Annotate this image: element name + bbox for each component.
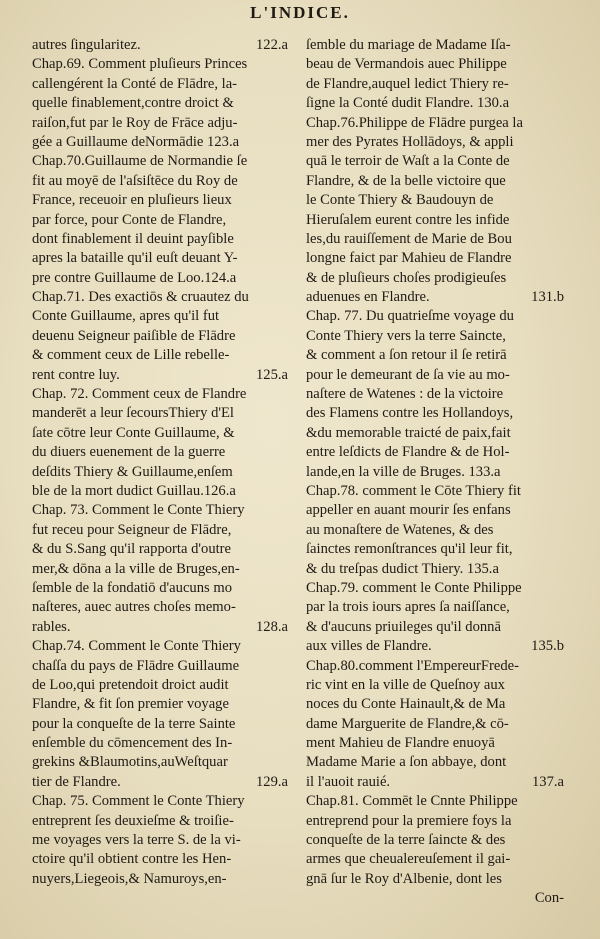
entry-text: le Conte Thiery & Baudouyn de xyxy=(306,192,494,209)
entry-text: ble de la mort dudict Guillau.126.a xyxy=(32,482,236,499)
index-line xyxy=(32,307,288,326)
index-line xyxy=(32,812,288,831)
index-line xyxy=(32,521,288,540)
entry-text: aduenues en Flandre. xyxy=(306,289,430,306)
index-line xyxy=(306,385,564,404)
index-line xyxy=(32,404,288,423)
entry-text: me voyages vers la terre S. de la vi- xyxy=(32,832,241,849)
entry-text: lande,en la ville de Bruges. 133.a xyxy=(306,463,501,480)
index-line xyxy=(32,715,288,734)
index-line xyxy=(306,618,564,637)
index-line xyxy=(306,443,564,462)
entry-text: beau de Vermandois auec Philippe xyxy=(306,56,507,73)
entry-text: pour la conqueſte de la terre Sainte xyxy=(32,715,236,732)
entry-text: Chap. 72. Comment ceux de Flandre xyxy=(32,386,247,403)
entry-text: de Loo,qui pretendoit droict audit xyxy=(32,676,229,693)
index-line xyxy=(32,152,288,171)
entry-text: & d'aucuns priuileges qu'il donnā xyxy=(306,618,501,635)
entry-text: & de pluſieurs choſes prodigieuſes xyxy=(306,269,507,286)
index-line xyxy=(306,521,564,540)
index-line xyxy=(32,443,288,462)
page-reference: 137.a xyxy=(531,773,564,790)
entry-text: fut receu pour Seigneur de Flādre, xyxy=(32,521,232,538)
entry-text: manderēt a leur ſecoursThiery d'El xyxy=(32,405,234,422)
index-line xyxy=(306,657,564,676)
entry-text: aux villes de Flandre. xyxy=(306,638,432,655)
index-line xyxy=(32,598,288,617)
index-line xyxy=(306,560,564,579)
index-line xyxy=(32,230,288,249)
index-line xyxy=(32,385,288,404)
entry-text: entreprend pour la premiere foys la xyxy=(306,812,512,829)
entry-text: Chap. 75. Comment le Conte Thiery xyxy=(32,793,245,810)
index-line xyxy=(306,598,564,617)
index-line xyxy=(306,269,564,288)
entry-text: ſemble du mariage de Madame Iſa- xyxy=(306,37,511,53)
index-line xyxy=(32,792,288,811)
entry-text: dont finablement il deuint payſible xyxy=(32,230,234,247)
index-line xyxy=(32,75,288,94)
index-line xyxy=(306,463,564,482)
entry-text: & comment ceux de Lille rebelle- xyxy=(32,347,230,364)
index-line xyxy=(306,75,564,94)
entry-text: entreprent ſes deuxieſme & troiſie- xyxy=(32,812,234,829)
index-line xyxy=(32,637,288,656)
entry-text: quelle finablement,contre droict & xyxy=(32,95,234,112)
page-reference: 125.a xyxy=(255,366,288,383)
index-line xyxy=(32,463,288,482)
entry-text: rent contre luy. xyxy=(32,366,120,383)
index-line xyxy=(32,734,288,753)
catchword: Con- xyxy=(534,890,564,906)
entry-text: pre contre Guillaume de Loo.124.a xyxy=(32,269,237,286)
index-line xyxy=(306,191,564,210)
entry-text: Chap. 73. Comment le Conte Thiery xyxy=(32,502,245,519)
right-column xyxy=(306,36,564,889)
page-reference: 129.a xyxy=(255,773,288,790)
entry-text: quā le terroir de Waſt a la Conte de xyxy=(306,153,510,170)
entry-text: gnā ſur le Roy d'Albenie, dont les xyxy=(306,870,502,887)
index-line xyxy=(32,753,288,772)
index-line xyxy=(32,676,288,695)
entry-text: naſtere de Watenes : de la victoire xyxy=(306,386,504,403)
index-line xyxy=(306,133,564,152)
entry-text: & comment a ſon retour il ſe retirā xyxy=(306,347,507,364)
entry-text: nuyers,Liegeois,& Namuroys,en- xyxy=(32,870,227,887)
index-line xyxy=(306,55,564,74)
index-line xyxy=(306,307,564,326)
index-line xyxy=(306,327,564,346)
index-line xyxy=(32,501,288,520)
entry-text: mer,& dōna a la ville de Bruges,en- xyxy=(32,560,240,577)
index-line xyxy=(32,327,288,346)
entry-text: par force, pour Conte de Flandre, xyxy=(32,211,227,228)
entry-text: Chap.80.comment l'EmpereurFrede- xyxy=(306,657,519,674)
index-line xyxy=(306,540,564,559)
index-line xyxy=(306,753,564,772)
entry-text: Madame Marie a ſon abbaye, dont xyxy=(306,754,507,771)
entry-text: armes que cheualereuſement il gai- xyxy=(306,851,511,868)
running-header: L'INDICE. xyxy=(250,3,350,22)
page-reference: 128.a xyxy=(255,618,288,635)
index-line xyxy=(306,676,564,695)
index-line xyxy=(306,211,564,230)
index-line xyxy=(306,792,564,811)
entry-text: tier de Flandre. xyxy=(32,773,121,790)
entry-text: dame Marguerite de Flandre,& cō- xyxy=(306,715,509,732)
index-line xyxy=(32,579,288,598)
index-line xyxy=(306,695,564,714)
index-line xyxy=(32,850,288,869)
index-line xyxy=(306,366,564,385)
entry-text: des Flamens contre les Hollandoys, xyxy=(306,405,514,422)
entry-text: Conte Thiery vers la terre Saincte, xyxy=(306,327,506,344)
entry-text: ctoire qu'il obtient contre les Hen- xyxy=(32,851,232,868)
index-line xyxy=(32,249,288,268)
entry-text: Chap.70.Guillaume de Normandie ſe xyxy=(32,153,248,170)
entry-text: ſemble de la fondatiō d'aucuns mo xyxy=(32,579,232,596)
entry-text: grekins &Blaumotins,auWeſtquar xyxy=(32,754,228,771)
index-line xyxy=(32,870,288,889)
entry-text: deſdits Thiery & Guillaume,enſem xyxy=(32,463,233,480)
index-line xyxy=(32,269,288,288)
entry-text: de Flandre,auquel ledict Thiery re- xyxy=(306,75,509,92)
entry-text: Flandre, & fit ſon premier voyage xyxy=(32,696,229,713)
index-line xyxy=(306,637,564,656)
index-line xyxy=(306,850,564,869)
entry-text: au monaſtere de Watenes, & des xyxy=(306,521,494,538)
index-line xyxy=(306,152,564,171)
entry-text: callengérent la Conté de Flādre, la- xyxy=(32,75,238,92)
entry-text: naſteres, auec autres choſes memo- xyxy=(32,599,236,616)
index-line xyxy=(32,831,288,850)
index-line xyxy=(306,715,564,734)
index-line xyxy=(306,579,564,598)
left-column xyxy=(32,36,288,889)
entry-text: &du memorable traicté de paix,fait xyxy=(306,424,511,441)
entry-text: Chap.78. comment le Cōte Thiery fit xyxy=(306,482,521,499)
entry-text: mer des Pyrates Hollādoys, & appli xyxy=(306,133,514,150)
index-line xyxy=(32,55,288,74)
index-line xyxy=(32,191,288,210)
entry-text: ment Mahieu de Flandre enuoyā xyxy=(306,735,495,752)
entry-text: entre leſdicts de Flandre & de Hol- xyxy=(306,444,510,461)
index-line xyxy=(32,773,288,792)
index-line xyxy=(306,172,564,191)
index-line xyxy=(32,36,288,55)
index-line xyxy=(32,482,288,501)
entry-text: France, receuoir en pluſieurs lieux xyxy=(32,192,232,209)
entry-text: & du treſpas dudict Thiery. 135.a xyxy=(306,560,499,577)
entry-text: & du S.Sang qu'il rapporta d'outre xyxy=(32,541,232,558)
index-line xyxy=(306,773,564,792)
entry-text: noces du Conte Hainault,& de Ma xyxy=(306,696,506,713)
index-line xyxy=(306,230,564,249)
index-line xyxy=(306,424,564,443)
entry-text: Chap.74. Comment le Conte Thiery xyxy=(32,638,241,655)
index-line xyxy=(32,211,288,230)
entry-text: Chap.69. Comment pluſieurs Princes xyxy=(32,56,248,73)
entry-text: Chap.76.Philippe de Flādre purgea la xyxy=(306,114,523,131)
index-line xyxy=(32,540,288,559)
index-line xyxy=(306,404,564,423)
entry-text: ſigne la Conté dudit Flandre. 130.a xyxy=(306,95,510,112)
entry-text: Chap.81. Commēt le Cnnte Philippe xyxy=(306,793,518,810)
index-line xyxy=(32,94,288,113)
entry-text: autres ſingularitez. xyxy=(32,37,141,53)
index-line xyxy=(32,133,288,152)
entry-text: gée a Guillaume deNormādie 123.a xyxy=(32,133,240,150)
entry-text: Chap.79. comment le Conte Philippe xyxy=(306,579,522,596)
index-line xyxy=(32,560,288,579)
entry-text: pour le demeurant de ſa vie au mo- xyxy=(306,366,510,383)
entry-text: chaſſa du pays de Flādre Guillaume xyxy=(32,657,240,674)
page-reference: 122.a xyxy=(255,37,288,53)
entry-text: Chap.71. Des exactiōs & cruautez du xyxy=(32,289,249,306)
entry-text: deuenu Seigneur paiſible de Flādre xyxy=(32,327,236,344)
index-line xyxy=(306,812,564,831)
entry-text: Chap. 77. Du quatrieſme voyage du xyxy=(306,308,514,325)
entry-text: par la trois iours apres ſa naiſſance, xyxy=(306,599,510,616)
index-line xyxy=(32,695,288,714)
entry-text: appeller en auant mourir ſes enfans xyxy=(306,502,511,519)
entry-text: fit au moyē de l'aſsiſtēce du Roy de xyxy=(32,172,238,189)
index-line xyxy=(306,114,564,133)
entry-text: conqueſte de la terre ſaincte & des xyxy=(306,832,506,849)
index-line xyxy=(306,94,564,113)
entry-text: raiſon,fut par le Roy de Frāce adju- xyxy=(32,114,238,131)
entry-text: ſate cōtre leur Conte Guillaume, & xyxy=(32,424,235,441)
entry-text: ric vint en la ville de Queſnoy aux xyxy=(306,676,505,693)
index-line xyxy=(32,346,288,365)
entry-text: il l'auoit rauié. xyxy=(306,773,391,790)
index-line xyxy=(32,172,288,191)
index-line xyxy=(32,618,288,637)
page-reference: 131.b xyxy=(531,289,564,306)
index-line xyxy=(306,831,564,850)
index-line xyxy=(306,734,564,753)
index-line xyxy=(306,36,564,55)
index-line xyxy=(32,424,288,443)
index-line xyxy=(32,366,288,385)
entry-text: enſemble du cōmencement des In- xyxy=(32,735,233,752)
index-line xyxy=(306,288,564,307)
entry-text: Flandre, & de la belle victoire que xyxy=(306,172,506,189)
page-reference: 135.b xyxy=(531,638,564,655)
index-line xyxy=(306,249,564,268)
entry-text: rables. xyxy=(32,618,71,635)
entry-text: du diuers euenement de la guerre xyxy=(32,444,226,461)
index-line xyxy=(306,346,564,365)
entry-text: apres la bataille qu'il euſt deuant Y- xyxy=(32,250,238,267)
index-line xyxy=(306,870,564,889)
entry-text: longne faict par Mahieu de Flandre xyxy=(306,250,512,267)
entry-text: Hieruſalem eurent contre les infide xyxy=(306,211,510,228)
index-line xyxy=(306,482,564,501)
entry-text: ſainctes remonſtrances qu'il leur fit, xyxy=(306,541,513,558)
index-line xyxy=(32,114,288,133)
index-line xyxy=(306,501,564,520)
index-line xyxy=(32,288,288,307)
entry-text: les,du rauiſſement de Marie de Bou xyxy=(306,230,512,247)
entry-text: Conte Guillaume, apres qu'il fut xyxy=(32,308,220,325)
index-line xyxy=(32,657,288,676)
